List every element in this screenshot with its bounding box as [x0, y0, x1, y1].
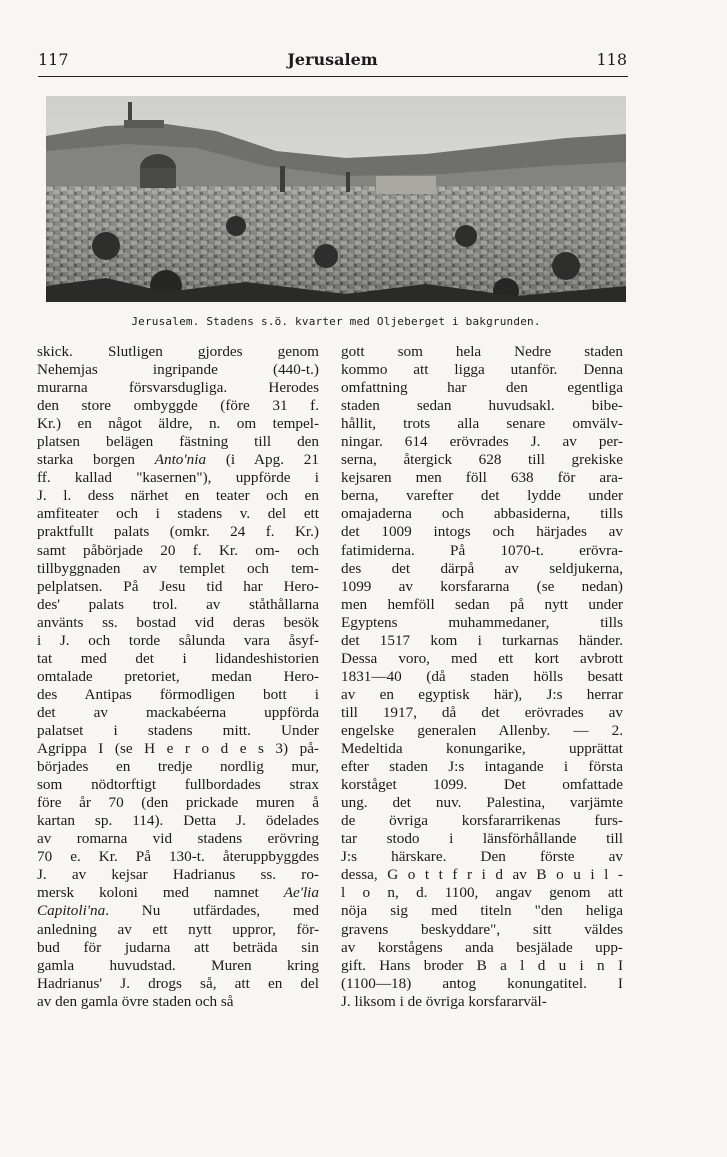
text-line: som nödtorftigt fullbordades strax [37, 776, 319, 794]
text-line: tar stodo i länsförhållande till [341, 830, 623, 848]
text-line: serna, återgick 628 till grekiske [341, 451, 623, 469]
text-line: tillbyggnaden av templet och tem- [37, 559, 319, 577]
text-line: mersk koloni med namnet Ae'lia [37, 884, 319, 902]
text-line: omtalade pretoriet, medan Hero- [37, 667, 319, 685]
text-line: (1100—18) antog konungatitel. I [341, 974, 623, 992]
text-column-right [341, 343, 623, 1011]
text-line: ung. det nuv. Palestina, varjämte [341, 794, 623, 812]
text-line: J. liksom i de övriga korsfararväl- [341, 992, 547, 1010]
text-line: efter staden J:s intagande i första [341, 758, 623, 776]
jerusalem-photo-illustration [46, 96, 626, 302]
text-line: des Antipas förmodligen bott i [37, 685, 319, 703]
running-title: Jerusalem [287, 50, 378, 69]
text-line: Egyptens muhammedaner, tills [341, 613, 623, 631]
text-line: engelske generalen Allenby. — 2. [341, 721, 623, 739]
text-line: 1831—40 (då staden hölls besatt [341, 667, 623, 685]
text-line: kartan sp. 114). Detta J. ödelades [37, 812, 319, 830]
text-line: kejsaren men föll 638 för ara- [341, 469, 623, 487]
text-line: J:s härskare. Den förste av [341, 848, 623, 866]
text-line: det av mackabéerna uppförda [37, 703, 319, 721]
text-line: gravens beskyddare", sitt väldes [341, 920, 623, 938]
text-line: amfiteater och i stadens v. del ett [37, 505, 319, 523]
text-line: Dessa voro, med ett kort avbrott [341, 649, 623, 667]
text-line: fatimiderna. På 1070-t. erövra- [341, 541, 623, 559]
text-line: korståget 1099. Det omfattade [341, 776, 623, 794]
text-line: Nehemjas ingripande (440-t.) [37, 361, 319, 379]
text-line: till 1917, då det erövrades av [341, 703, 623, 721]
text-line: börjades en tredje nordlig mur, [37, 758, 319, 776]
italic-term: Anto'nia [154, 451, 207, 469]
text-line: l o n, d. 1100, angav genom att [341, 884, 623, 902]
text-line: J. l. dess närhet en teater och en [37, 487, 319, 505]
text-line: gift. Hans broder B a l d u i n I [341, 956, 623, 974]
text-line: gott som hela Nedre staden [341, 343, 623, 360]
text-line: Hadrianus' J. drogs så, att en del [37, 974, 319, 992]
text-line: av en egyptisk här), J:s herrar [341, 685, 623, 703]
text-line: des det därpå av seldjukerna, [341, 559, 623, 577]
photo-caption: Jerusalem. Stadens s.ö. kvarter med Oljeberget i bakgrunden. [131, 315, 541, 328]
text-line: det 1517 kom i turkarnas händer. [341, 631, 623, 649]
text-line: des' palats trol. av ståthållarna [37, 595, 319, 613]
text-line: 70 e. Kr. På 130-t. återuppbyggdes [37, 848, 319, 866]
jerusalem-photo [46, 96, 626, 302]
text-line: de övriga korsfararrikenas furs- [341, 812, 623, 830]
text-line: palatset i stadens mitt. Under [37, 721, 319, 739]
text-line: ff. kallad "kasernen"), uppförde i [37, 469, 319, 487]
italic-term: Capitoli'na [37, 902, 106, 920]
running-header [38, 50, 627, 72]
text-line: av korstågens anda besjälade upp- [341, 938, 623, 956]
text-line: pelplatsen. På Jesu tid har Hero- [37, 577, 319, 595]
text-line: Medeltida konungarike, upprättat [341, 740, 623, 758]
text-line: omajaderna och abbasiderna, tills [341, 505, 623, 523]
text-line: det 1009 intogs och härjades av [341, 523, 623, 541]
text-line: bud för judarna att beträda sin [37, 938, 319, 956]
text-line: staden sedan huvudsakl. bibe- [341, 397, 623, 415]
text-line: omfattning har den egentliga [341, 379, 623, 397]
text-line: murarna försvarsdugliga. Herodes [37, 379, 319, 397]
text-line: tat med det i lidandeshistorien [37, 649, 319, 667]
text-line: nöja sig med titeln "den heliga [341, 902, 623, 920]
text-line: av romarna vid stadens erövring [37, 830, 319, 848]
italic-term: Ae'lia [283, 884, 319, 902]
text-line: praktfullt palats (omkr. 24 f. Kr.) [37, 523, 319, 541]
text-line: ningar. 614 erövrades J. av per- [341, 433, 623, 451]
page-number-left: 117 [38, 50, 69, 69]
text-line: skick. Slutligen gjordes genom [37, 343, 319, 360]
text-line: 1099 av korsfararna (se nedan) [341, 577, 623, 595]
header-rule [38, 76, 628, 77]
text-line: Capitoli'na. Nu utfärdades, med [37, 902, 319, 920]
text-line: J. av kejsar Hadrianus ss. ro- [37, 866, 319, 884]
text-line: men hemföll sedan på nytt under [341, 595, 623, 613]
text-line: i J. och torde sålunda vara åsyf- [37, 631, 319, 649]
text-column-left [37, 343, 319, 1011]
text-line: berna, varefter det lydde under [341, 487, 623, 505]
text-line: Kr.) en något äldre, n. om tempel- [37, 415, 319, 433]
text-line: platsen belägen fästning till den [37, 433, 319, 451]
text-line: starka borgen Anto'nia (i Apg. 21 [37, 451, 319, 469]
text-line: samt påbörjade 20 f. Kr. om- och [37, 541, 319, 559]
text-line: gamla huvudstad. Muren kring [37, 956, 319, 974]
text-line: dessa, G o t t f r i d av B o u i l - [341, 866, 623, 884]
text-line: Agrippa I (se H e r o d e s 3) på- [37, 740, 319, 758]
text-line: hållit, trots alla senare omvälv- [341, 415, 623, 433]
text-line: kommo att ligga utanför. Denna [341, 361, 623, 379]
text-line: före år 70 (den prickade muren å [37, 794, 319, 812]
text-line: den store ombyggde (före 31 f. [37, 397, 319, 415]
text-line: använts ss. bostad vid deras besök [37, 613, 319, 631]
text-line: av den gamla övre staden och så [37, 992, 234, 1010]
page-number-right: 118 [596, 50, 627, 69]
text-line: anledning av ett nytt uppror, för- [37, 920, 319, 938]
